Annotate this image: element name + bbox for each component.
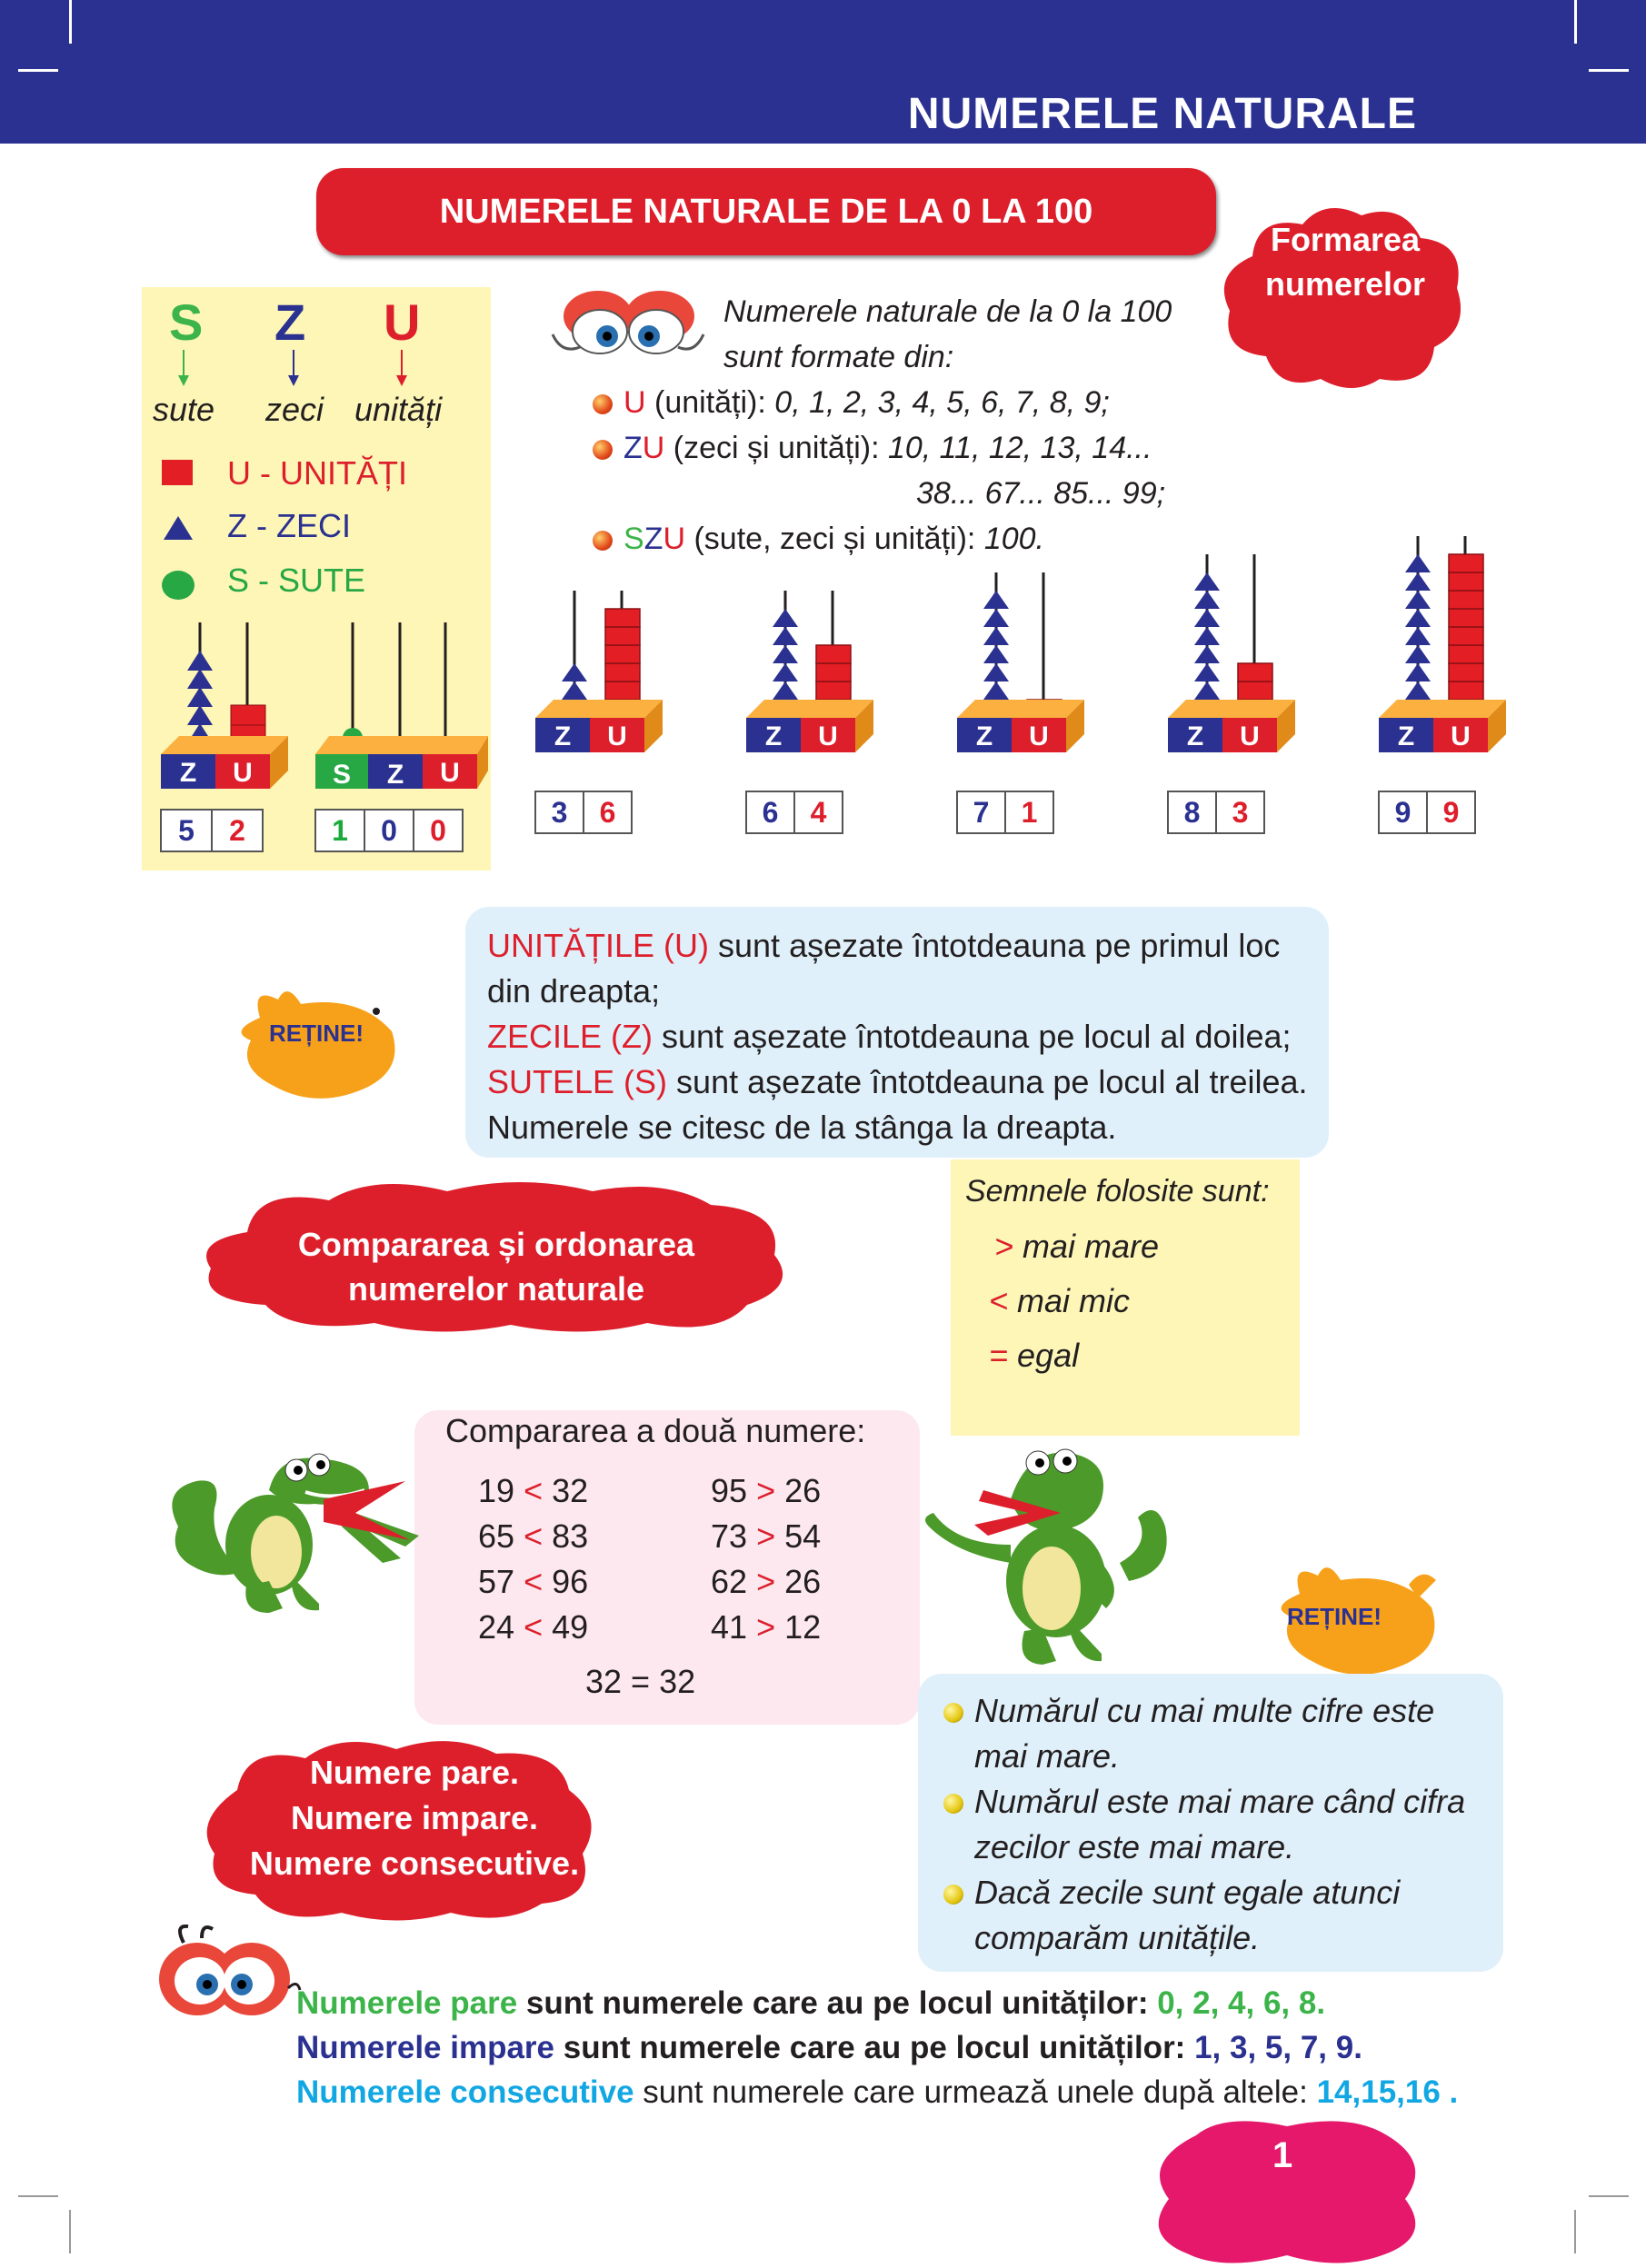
square-icon bbox=[162, 460, 193, 485]
cloud-formation-line2: numerelor bbox=[1264, 264, 1426, 303]
abacus-100 bbox=[311, 618, 493, 800]
rule-s-head: SUTELE (S) bbox=[487, 1063, 668, 1100]
abacus-label-u: U bbox=[1240, 721, 1260, 751]
unit-bead bbox=[605, 609, 640, 627]
compare-op: < bbox=[524, 1517, 544, 1555]
parity-impare-text: sunt numerele care au pe locul unităților: bbox=[554, 2030, 1195, 2065]
unit-bead bbox=[605, 627, 640, 645]
compare-equal: 32 = 32 bbox=[585, 1663, 696, 1700]
unit-bead bbox=[1238, 681, 1272, 700]
rules2-r2a: Numărul este mai mare când cifra bbox=[974, 1783, 1466, 1820]
digit-u: 9 bbox=[1426, 792, 1474, 832]
crop-mark bbox=[69, 0, 72, 44]
abacus-label-z: Z bbox=[554, 721, 572, 751]
intro-u-values: 0, 1, 2, 3, 4, 5, 6, 7, 8, 9; bbox=[774, 385, 1110, 420]
abacus-label-u: U bbox=[607, 721, 627, 751]
unit-bead bbox=[1449, 645, 1483, 663]
rule-s-text: sunt așezate întotdeauna pe locul al treilea. bbox=[667, 1063, 1308, 1100]
parity-cons-text: sunt numerele care urmează unele după altele: bbox=[633, 2074, 1317, 2110]
bullet-icon bbox=[593, 394, 613, 414]
unit-bead bbox=[605, 663, 640, 681]
digit-u: 0 bbox=[413, 811, 462, 850]
crop-mark bbox=[1574, 2210, 1576, 2253]
abacus-71 bbox=[953, 472, 1089, 800]
crop-mark bbox=[1589, 69, 1629, 72]
circle-icon bbox=[162, 571, 195, 600]
abacus-label-u: U bbox=[1451, 721, 1471, 751]
abacus-52 bbox=[156, 618, 293, 800]
compare-a: 73 bbox=[711, 1517, 748, 1555]
cloud-compare-line1: Compararea și ordonarea bbox=[297, 1226, 695, 1263]
rule-z-text: sunt așezate întotdeauna pe locul al doilea; bbox=[653, 1018, 1292, 1055]
signs-gt-row bbox=[994, 1223, 1159, 1269]
cloud-compare-text bbox=[238, 1223, 754, 1311]
rule-u-text: sunt așezate întotdeauna pe primul loc bbox=[709, 927, 1281, 964]
cloud-compare-line2: numerelor naturale bbox=[347, 1269, 645, 1308]
unit-bead bbox=[1238, 663, 1272, 681]
digit-box-64 bbox=[745, 791, 843, 834]
tens-bead bbox=[1194, 681, 1220, 700]
compare-op: < bbox=[524, 1608, 544, 1646]
intro-zu-row bbox=[593, 425, 1152, 472]
crocodile-left-icon bbox=[160, 1436, 424, 1617]
tens-bead bbox=[1405, 663, 1431, 681]
abacus-label-z: Z bbox=[386, 760, 404, 790]
compare-row bbox=[478, 1514, 588, 1559]
intro-szu-u: U bbox=[663, 522, 686, 556]
tens-bead bbox=[1405, 627, 1431, 645]
tens-bead bbox=[983, 663, 1009, 681]
cloud-parity-line2: Numere impare. bbox=[290, 1799, 539, 1836]
intro-line1: Numerele naturale de la 0 la 100 bbox=[723, 294, 1172, 329]
rules2-r3a: Dacă zecile sunt egale atunci bbox=[974, 1874, 1401, 1911]
digit-box-100 bbox=[314, 809, 464, 852]
parity-impare-values: 1, 3, 5, 7, 9. bbox=[1194, 2030, 1362, 2065]
signs-lt-symbol: < bbox=[989, 1282, 1009, 1319]
section-banner: NUMERELE NATURALE DE LA 0 LA 100 bbox=[316, 168, 1216, 255]
intro-zu-values2: 38... 67... 85... 99; bbox=[916, 476, 1166, 511]
cloud-parity-line3: Numere consecutive. bbox=[249, 1845, 580, 1882]
digit-z: 5 bbox=[178, 814, 195, 847]
tens-bead bbox=[773, 627, 798, 645]
rules2-text bbox=[943, 1688, 1465, 1961]
tens-bead bbox=[1194, 645, 1220, 663]
compare-a: 19 bbox=[478, 1472, 515, 1509]
retine-label: REȚINE! bbox=[269, 1020, 364, 1047]
parity-cons-head: Numerele consecutive bbox=[296, 2074, 634, 2110]
unit-bead bbox=[816, 663, 851, 681]
abacus-label-z: Z bbox=[1397, 721, 1415, 751]
bullet-icon bbox=[943, 1885, 963, 1905]
legend-sute-word: sute bbox=[153, 391, 215, 428]
compare-b: 26 bbox=[784, 1472, 822, 1509]
abacus-label-u: U bbox=[1029, 721, 1049, 751]
digit-u: 1 bbox=[1004, 792, 1052, 832]
intro-u-label: U bbox=[623, 385, 646, 420]
unit-bead bbox=[1449, 663, 1483, 681]
compare-op: > bbox=[756, 1517, 776, 1555]
unit-bead bbox=[1449, 681, 1483, 700]
compare-b: 26 bbox=[784, 1563, 822, 1600]
abacus-label-u: U bbox=[818, 721, 838, 751]
legend-z-letter: Z bbox=[274, 293, 306, 351]
unit-bead bbox=[1449, 572, 1483, 591]
tens-bead bbox=[562, 681, 587, 700]
digit-box-36 bbox=[534, 791, 633, 834]
digit-box-99 bbox=[1378, 791, 1476, 834]
signs-eq-row bbox=[989, 1332, 1079, 1378]
abacus-label-s: S bbox=[332, 760, 352, 790]
compare-row bbox=[711, 1559, 821, 1605]
compare-op: > bbox=[756, 1608, 776, 1646]
unit-bead bbox=[1449, 609, 1483, 627]
bullet-icon bbox=[943, 1794, 963, 1814]
abacus-label-z: Z bbox=[1186, 721, 1204, 751]
eyes-mascot-icon bbox=[147, 1925, 302, 2024]
triangle-icon bbox=[162, 514, 195, 542]
compare-title: Compararea a două numere: bbox=[445, 1412, 866, 1449]
cloud-parity-text bbox=[224, 1750, 605, 1886]
rule-read-text: Numerele se citesc de la stânga la dreapta. bbox=[487, 1109, 1117, 1146]
tens-bead bbox=[983, 627, 1009, 645]
page-title: NUMERELE NATURALE bbox=[907, 90, 1417, 138]
compare-a: 24 bbox=[478, 1608, 515, 1646]
eyes-mascot-icon bbox=[544, 282, 716, 363]
tens-bead bbox=[1194, 609, 1220, 627]
unit-bead bbox=[605, 645, 640, 663]
digit-z: 6 bbox=[762, 796, 779, 829]
digit-z: 3 bbox=[551, 796, 568, 829]
legend-arrows bbox=[173, 350, 445, 386]
rules2-r1b: mai mare. bbox=[974, 1737, 1121, 1775]
signs-eq-text: egal bbox=[1008, 1337, 1080, 1374]
tens-bead bbox=[1194, 591, 1220, 609]
parity-cons-values: 14,15,16 . bbox=[1316, 2074, 1459, 2110]
legend-u-letter: U bbox=[384, 293, 421, 351]
compare-op: > bbox=[756, 1472, 776, 1509]
intro-zu-z: Z bbox=[623, 431, 643, 465]
compare-b: 32 bbox=[552, 1472, 589, 1509]
crop-mark bbox=[1589, 2195, 1629, 2197]
retine-label: REȚINE! bbox=[1287, 1603, 1382, 1630]
legend-zeci-word: zeci bbox=[265, 391, 324, 428]
tens-bead bbox=[1405, 609, 1431, 627]
abacus-label-z: Z bbox=[764, 721, 783, 751]
rules2-r1a: Numărul cu mai multe cifre este bbox=[974, 1692, 1435, 1729]
parity-pare-text: sunt numerele care au pe locul unităților: bbox=[517, 1985, 1158, 2021]
tens-bead bbox=[1194, 663, 1220, 681]
legend-s-letter: S bbox=[169, 293, 204, 351]
compare-a: 41 bbox=[711, 1608, 748, 1646]
abacus-83 bbox=[1163, 472, 1300, 800]
legend-s-item: S - SUTE bbox=[227, 562, 366, 599]
intro-szu-values: 100. bbox=[983, 522, 1044, 556]
tens-bead bbox=[1405, 572, 1431, 591]
intro-zu-text: (zeci și unități): bbox=[664, 431, 888, 465]
compare-row bbox=[478, 1468, 588, 1514]
compare-op: > bbox=[756, 1563, 776, 1600]
legend-unitati-word: unități bbox=[354, 391, 443, 428]
page-number: 1 bbox=[1272, 2135, 1293, 2175]
abacus-label-z: Z bbox=[179, 758, 197, 788]
unit-bead bbox=[605, 681, 640, 700]
tens-bead bbox=[773, 645, 798, 663]
digit-box-71 bbox=[956, 791, 1054, 834]
bullet-icon bbox=[943, 1703, 963, 1723]
tens-bead bbox=[773, 663, 798, 681]
legend-u-item: U - UNITĂȚI bbox=[227, 454, 407, 492]
intro-u-text: (unități): bbox=[645, 385, 775, 420]
crop-mark bbox=[18, 69, 58, 72]
compare-b: 83 bbox=[552, 1517, 589, 1555]
compare-op: < bbox=[524, 1563, 544, 1600]
intro-szu-z: Z bbox=[643, 522, 663, 556]
compare-b: 54 bbox=[784, 1517, 822, 1555]
digit-box-83 bbox=[1167, 791, 1265, 834]
intro-zu-u: U bbox=[642, 431, 665, 465]
compare-left-column bbox=[478, 1468, 588, 1650]
compare-a: 95 bbox=[711, 1472, 748, 1509]
compare-b: 49 bbox=[552, 1608, 589, 1646]
abacus-label-u: U bbox=[440, 758, 460, 788]
tens-bead bbox=[773, 609, 798, 627]
rule-u-text2: din dreapta; bbox=[487, 972, 661, 1010]
rules2-r3b: comparăm unitățile. bbox=[974, 1919, 1261, 1956]
parity-impare-head: Numerele impare bbox=[296, 2030, 555, 2065]
digit-z: 0 bbox=[364, 811, 413, 850]
abacus-label-z: Z bbox=[975, 721, 993, 751]
abacus-label-u: U bbox=[233, 758, 253, 788]
signs-title: Semnele folosite sunt: bbox=[965, 1174, 1270, 1209]
tens-bead bbox=[562, 663, 587, 681]
tens-bead bbox=[1405, 591, 1431, 609]
digit-box-52 bbox=[160, 809, 264, 852]
intro-zu-values: 10, 11, 12, 13, 14... bbox=[887, 431, 1152, 465]
signs-eq-symbol: = bbox=[989, 1337, 1009, 1374]
cloud-formation-text bbox=[1245, 218, 1445, 306]
digit-u: 6 bbox=[583, 792, 631, 832]
unit-bead bbox=[816, 681, 851, 700]
unit-bead bbox=[1449, 627, 1483, 645]
compare-b: 96 bbox=[552, 1563, 589, 1600]
compare-a: 62 bbox=[711, 1563, 748, 1600]
rule-box-text bbox=[487, 923, 1308, 1150]
crop-mark bbox=[18, 2195, 58, 2197]
tens-bead bbox=[983, 681, 1009, 700]
page-number-blob bbox=[1142, 2108, 1432, 2268]
digit-u: 4 bbox=[793, 792, 842, 832]
compare-a: 57 bbox=[478, 1563, 515, 1600]
compare-a: 65 bbox=[478, 1517, 515, 1555]
compare-row bbox=[478, 1605, 588, 1650]
tens-bead bbox=[1194, 572, 1220, 591]
signs-gt-symbol: > bbox=[994, 1228, 1014, 1265]
compare-right-column bbox=[711, 1468, 821, 1650]
tens-bead bbox=[773, 681, 798, 700]
digit-s: 1 bbox=[332, 814, 348, 847]
tens-bead bbox=[983, 591, 1009, 609]
abacus-64 bbox=[742, 472, 878, 800]
unit-bead bbox=[816, 645, 851, 663]
cloud-parity-line1: Numere pare. bbox=[309, 1754, 520, 1791]
unit-bead bbox=[1449, 591, 1483, 609]
digit-z: 7 bbox=[973, 796, 990, 829]
intro-szu-s: S bbox=[623, 522, 644, 556]
signs-lt-text: mai mic bbox=[1008, 1282, 1131, 1319]
intro-u-row bbox=[593, 380, 1110, 426]
tens-bead bbox=[983, 645, 1009, 663]
intro-szu-text: (sute, zeci și unități): bbox=[685, 522, 984, 556]
signs-gt-text: mai mare bbox=[1013, 1228, 1160, 1265]
tens-bead bbox=[1194, 627, 1220, 645]
parity-pare-head: Numerele pare bbox=[296, 1985, 518, 2021]
compare-row bbox=[711, 1605, 821, 1650]
rule-u-head: UNITĂȚILE (U) bbox=[487, 927, 710, 964]
digit-z: 9 bbox=[1394, 796, 1412, 829]
parity-text bbox=[296, 1981, 1458, 2114]
compare-row bbox=[711, 1514, 821, 1559]
parity-pare-values: 0, 2, 4, 6, 8. bbox=[1157, 1985, 1326, 2021]
rule-z-head: ZECILE (Z) bbox=[487, 1018, 653, 1055]
crocodile-right-icon bbox=[920, 1418, 1174, 1672]
rules2-r2b: zecilor este mai mare. bbox=[974, 1828, 1295, 1865]
bullet-icon bbox=[593, 440, 613, 460]
abacus-99 bbox=[1374, 472, 1511, 800]
tens-bead bbox=[983, 609, 1009, 627]
digit-u: 2 bbox=[211, 811, 262, 850]
digit-z: 8 bbox=[1183, 796, 1201, 829]
intro-line2: sunt formate din: bbox=[723, 340, 954, 374]
crop-mark bbox=[1574, 0, 1577, 44]
unit-bead bbox=[1449, 554, 1483, 572]
compare-row bbox=[711, 1468, 821, 1514]
crop-mark bbox=[69, 2210, 71, 2253]
digit-u: 3 bbox=[1215, 792, 1263, 832]
compare-b: 12 bbox=[784, 1608, 822, 1646]
signs-lt-row bbox=[989, 1278, 1130, 1324]
compare-row bbox=[478, 1559, 588, 1605]
tens-bead bbox=[1405, 554, 1431, 572]
tens-bead bbox=[1405, 681, 1431, 700]
abacus-36 bbox=[531, 472, 667, 800]
compare-op: < bbox=[524, 1472, 544, 1509]
legend-z-item: Z - ZECI bbox=[227, 507, 351, 544]
cloud-formation-line1: Formarea bbox=[1270, 221, 1421, 258]
tens-bead bbox=[1405, 645, 1431, 663]
